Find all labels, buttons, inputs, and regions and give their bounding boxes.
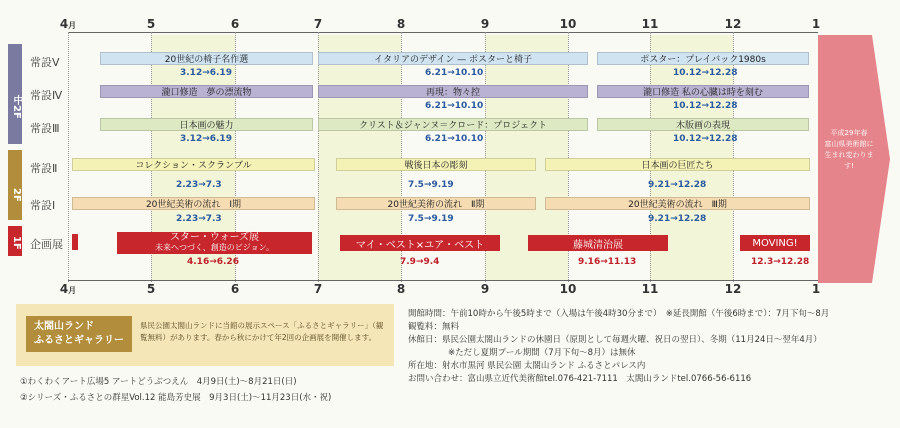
month-label: 10 (559, 282, 577, 296)
closed-days: 休館日：県民公園太閤山ランドの休園日（原則として毎週火曜、祝日の翌日）、冬期（11月24日～翌年4月） (408, 335, 822, 345)
month-label: 4月 (59, 17, 77, 31)
exhibition-bar[interactable]: 20世紀美術の流れ Ⅲ期 (545, 197, 810, 210)
exhibition-bar[interactable]: クリスト＆ジャンヌ＝クロード：プロジェクト (318, 118, 588, 131)
exhibition-bar[interactable]: 日本画の魅力 (100, 118, 313, 131)
month-label: 11 (641, 282, 659, 296)
exhibition-dates: 9.21→12.28 (648, 180, 707, 190)
exhibition-dates: 7.5→9.19 (408, 180, 454, 190)
admission-fee: 観覧料：無料 (408, 322, 460, 332)
special-exhibition-fujishiro[interactable]: 藤城清治展 (528, 235, 668, 251)
special-exhibition-mybest[interactable]: マイ・ベスト×ユア・ベスト (340, 235, 500, 251)
row-label-i: 常設Ⅰ (30, 199, 56, 212)
gallery-event-1: ①わくわくアート広場5 アートどうぶつえん 4月9日(土)～8月21日(日) (20, 377, 297, 387)
exhibition-dates: 2.23→7.3 (176, 180, 222, 190)
row-label-iii: 常設Ⅲ (30, 122, 60, 135)
gallery-event-2: ②シリーズ・ふるさとの群星Vol.12 能島芳史展 9月3日(土)～11月23日(水・祝) (20, 393, 332, 403)
visitor-info (408, 308, 892, 386)
exhibition-dates: 10.12→12.28 (673, 101, 738, 111)
exhibition-dates: 3.12→6.19 (180, 134, 232, 144)
exhibition-bar[interactable]: イタリアのデザイン — ポスターと椅子 (318, 52, 588, 65)
month-label: 8 (396, 17, 406, 31)
month-label: 12 (724, 17, 742, 31)
renewal-note: 平成29年春 富山県美術館に 生まれ変わります! (824, 129, 874, 170)
exhibition-bar[interactable]: 戦後日本の彫刻 (336, 158, 536, 171)
special-exhibition-moving[interactable]: MOVING! (740, 235, 810, 251)
month-label: 9 (480, 282, 490, 296)
axis-line-top (68, 32, 818, 33)
row-label-ii: 常設Ⅱ (30, 162, 58, 175)
month-label: 1 (811, 17, 821, 31)
month-label: 12 (724, 282, 742, 296)
exhibition-dates: 4.16→6.26 (187, 257, 239, 267)
month-label: 6 (230, 17, 240, 31)
title-line-1: 太閤山ランド (34, 321, 94, 332)
exhibition-dates: 6.21→10.10 (425, 134, 484, 144)
exhibition-bar[interactable]: 再現：物々控 (318, 85, 588, 98)
contact: お問い合わせ：富山県立近代美術館tel.076-421-7111 太閤山ランドtel.0766-56-6116 (408, 374, 752, 384)
month-label: 8 (396, 282, 406, 296)
row-label-kikaku: 企画展 (30, 238, 63, 251)
exhibition-bar[interactable]: 瀧口修造 夢の漂流物 (100, 85, 313, 98)
furusato-gallery-desc: 県民公園太閤山ランドに当館の展示スペース「ふるさとギャラリー」（観覧無料）があります。春から秋にかけて年2回の企画展を開催します。 (140, 321, 384, 342)
exhibition-dates: 6.21→10.10 (425, 68, 484, 78)
month-label: 5 (146, 17, 156, 31)
opening-hours: 開館時間：午前10時から午後5時まで（入場は午後4時30分まで） ※延長開館（午後6時まで）：7月下旬～8月 (408, 309, 830, 319)
title-line-2: ふるさとギャラリー (34, 335, 124, 346)
month-label: 7 (313, 282, 323, 296)
closed-days-note: ※ただし夏期プール期間（7月下旬～8月）は無休 (448, 348, 636, 358)
exhibition-dates: 7.5→9.19 (408, 214, 454, 224)
floor-label-2f: 2F (8, 150, 22, 220)
axis-line-bottom (68, 280, 818, 281)
exhibition-dates: 9.16→11.13 (578, 257, 637, 267)
row-label-v: 常設Ⅴ (30, 56, 60, 69)
exhibition-title: スター・ウォーズ展 (169, 232, 260, 243)
exhibition-bar[interactable]: 木版画の表現 (597, 118, 809, 131)
exhibition-marker (72, 234, 78, 250)
exhibition-dates: 7.9→9.4 (400, 257, 440, 267)
exhibition-dates: 12.3→12.28 (751, 257, 810, 267)
grid-line (318, 32, 319, 282)
month-label: 10 (559, 17, 577, 31)
exhibition-dates: 6.21→10.10 (425, 101, 484, 111)
exhibition-bar[interactable]: 瀧口修造 私の心臓は時を刻む (597, 85, 809, 98)
floor-label-1f: 1F (8, 226, 22, 256)
exhibition-dates: 10.12→12.28 (673, 68, 738, 78)
exhibition-bar[interactable]: コレクション・スクランブル (72, 158, 315, 171)
exhibition-bar[interactable]: 日本画の巨匠たち (545, 158, 810, 171)
special-exhibition-starwars[interactable] (117, 232, 312, 254)
exhibition-dates: 3.12→6.19 (180, 68, 232, 78)
exhibition-dates: 2.23→7.3 (176, 214, 222, 224)
month-label: 11 (641, 17, 659, 31)
month-label: 1 (811, 282, 821, 296)
row-label-iv: 常設Ⅳ (30, 89, 63, 102)
exhibition-dates: 10.12→12.28 (673, 134, 738, 144)
exhibition-bar[interactable]: ポスター：プレイバック1980s (597, 52, 809, 65)
exhibition-bar[interactable]: 20世紀美術の流れ Ⅰ期 (72, 197, 315, 210)
exhibition-bar[interactable]: 20世紀美術の流れ Ⅱ期 (336, 197, 536, 210)
month-label: 4月 (59, 282, 77, 296)
grid-line (68, 32, 69, 282)
exhibition-bar[interactable]: 20世紀の椅子名作選 (100, 52, 313, 65)
furusato-gallery-box (16, 304, 394, 366)
month-label: 6 (230, 282, 240, 296)
address: 所在地：射水市黒河 県民公園 太閤山ランド ふるさとパレス内 (408, 361, 646, 371)
furusato-gallery-title (26, 316, 132, 352)
month-label: 5 (146, 282, 156, 296)
exhibition-subtitle: 未来へつづく、創造のビジョン。 (154, 243, 275, 252)
month-label: 9 (480, 17, 490, 31)
floor-label-mid2f: 中2F (8, 44, 22, 144)
month-label: 7 (313, 17, 323, 31)
exhibition-dates: 9.21→12.28 (648, 214, 707, 224)
